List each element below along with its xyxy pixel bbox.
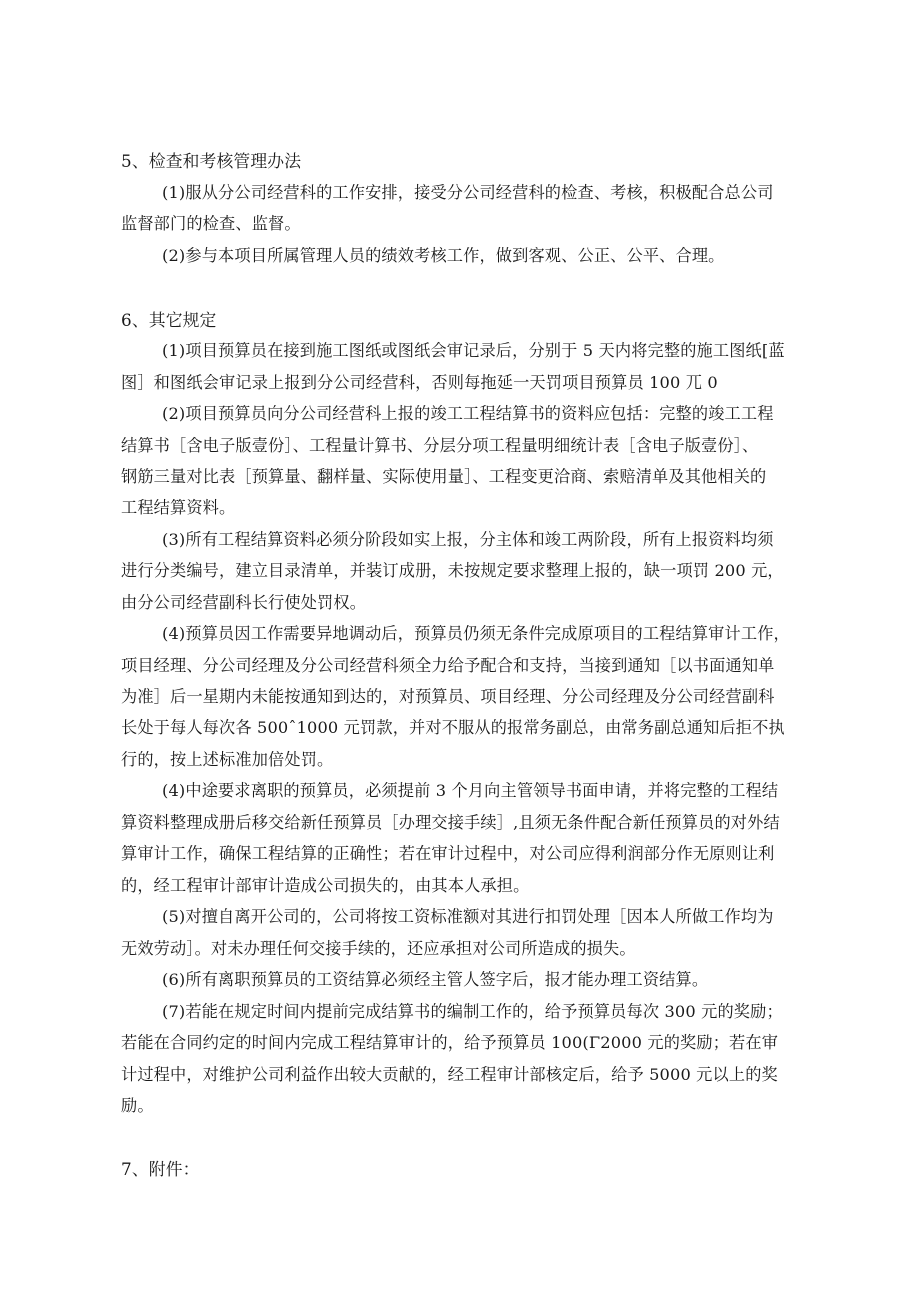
- section-6-item-2-line-1: (2)项目预算员向分公司经营科上报的竣工工程结算书的资料应包括：完整的竣工工程: [162, 404, 774, 423]
- section-6-item-4b-line-2: 算资料整理成册后移交给新任预算员［办理交接手续］,且须无条件配合新任预算员的对外结: [121, 813, 780, 832]
- section-6-item-7-line-3: 计过程中，对维护公司利益作出较大贡献的，经工程审计部核定后，给予 5000 元以上的奖: [121, 1065, 778, 1084]
- section-6-item-7-line-1: (7)若能在规定时间内提前完成结算书的编制工作的，给予预算员每次 300 元的奖励；: [162, 1002, 783, 1021]
- section-6-item-6-line-1: (6)所有离职预算员的工资结算必须经主管人签字后，报才能办理工资结算。: [162, 970, 709, 989]
- section-6-item-5-line-1: (5)对擅自离开公司的，公司将按工资标准额对其进行扣罚处理［因本人所做工作均为: [162, 907, 774, 926]
- section-5-item-1-line-2: 监督部门的检查、监督。: [121, 214, 301, 233]
- section-6-item-3-line-1: (3)所有工程结算资料必须分阶段如实上报，分主体和竣工两阶段，所有上报资料均须: [162, 530, 774, 549]
- section-6-item-4a-line-2: 项目经理、分公司经理及分公司经营科须全力给予配合和支持，当接到通知［以书面通知单: [121, 656, 775, 675]
- section-6-item-4a-line-3: 为准］后一星期内未能按通知到达的，对预算员、项目经理、分公司经理及分公司经营副科: [121, 687, 775, 706]
- section-6-item-4a-line-1: (4)预算员因工作需要异地调动后，预算员仍须无条件完成原项目的工程结算审计工作，: [162, 624, 790, 643]
- section-6-item-3-line-2: 进行分类编号，建立目录清单，并装订成册，未按规定要求整理上报的，缺一项罚 200 元，: [121, 561, 784, 580]
- section-6-item-2-line-2: 结算书［含电子版壹份］、工程量计算书、分层分项工程量明细统计表［含电子版壹份］、: [121, 436, 759, 455]
- section-6-item-2-line-3: 钢筋三量对比表［预算量、翻样量、实际使用量］、工程变更洽商、索赔清单及其他相关的: [121, 467, 767, 486]
- section-5-heading: 5、检查和考核管理办法: [121, 151, 302, 171]
- section-5-item-2-line-1: (2)参与本项目所属管理人员的绩效考核工作，做到客观、公正、公平、合理。: [162, 246, 725, 265]
- section-6-item-3-line-3: 由分公司经营副科长行使处罚权。: [121, 593, 367, 612]
- section-6-item-5-line-2: 无效劳动］。对未办理任何交接手续的，还应承担对公司所造成的损失。: [121, 939, 636, 958]
- section-6-item-4b-line-1: (4)中途要求离职的预算员，必须提前 3 个月向主管领导书面申请，并将完整的工程结: [162, 781, 779, 800]
- section-6-item-4b-line-3: 算审计工作，确保工程结算的正确性；若在审计过程中，对公司应得利润部分作无原则让利: [121, 844, 775, 863]
- section-6-item-4a-line-5: 行的，按上述标准加倍处罚。: [121, 750, 334, 769]
- section-6-item-4b-line-4: 的，经工程审计部审计造成公司损失的，由其本人承担。: [121, 876, 530, 895]
- section-6-item-1-line-2: 图］和图纸会审记录上报到分公司经营科，否则每拖延一天罚项目预算员 100 兀 0: [121, 373, 718, 392]
- section-6-item-2-line-4: 工程结算资料。: [121, 498, 236, 517]
- section-6-heading: 6、其它规定: [121, 310, 217, 330]
- section-5-item-1-line-1: (1)服从分公司经营科的工作安排，接受分公司经营科的检查、考核，积极配合总公司: [162, 183, 774, 202]
- section-6-item-7-line-4: 励。: [121, 1096, 154, 1115]
- section-6-item-4a-line-4: 长处于每人每次各 500ˆ1000 元罚款，并对不服从的报常务副总，由常务副总通知后拒不执: [121, 718, 785, 737]
- section-6-item-1-line-1: (1)项目预算员在接到施工图纸或图纸会审记录后，分别于 5 天内将完整的施工图纸[蓝: [162, 341, 785, 360]
- section-7-heading: 7、附件：: [121, 1159, 200, 1179]
- section-6-item-7-line-2: 若能在合同约定的时间内完成工程结算审计的，给予预算员 100(Γ2000 元的奖励；若在审: [121, 1033, 779, 1052]
